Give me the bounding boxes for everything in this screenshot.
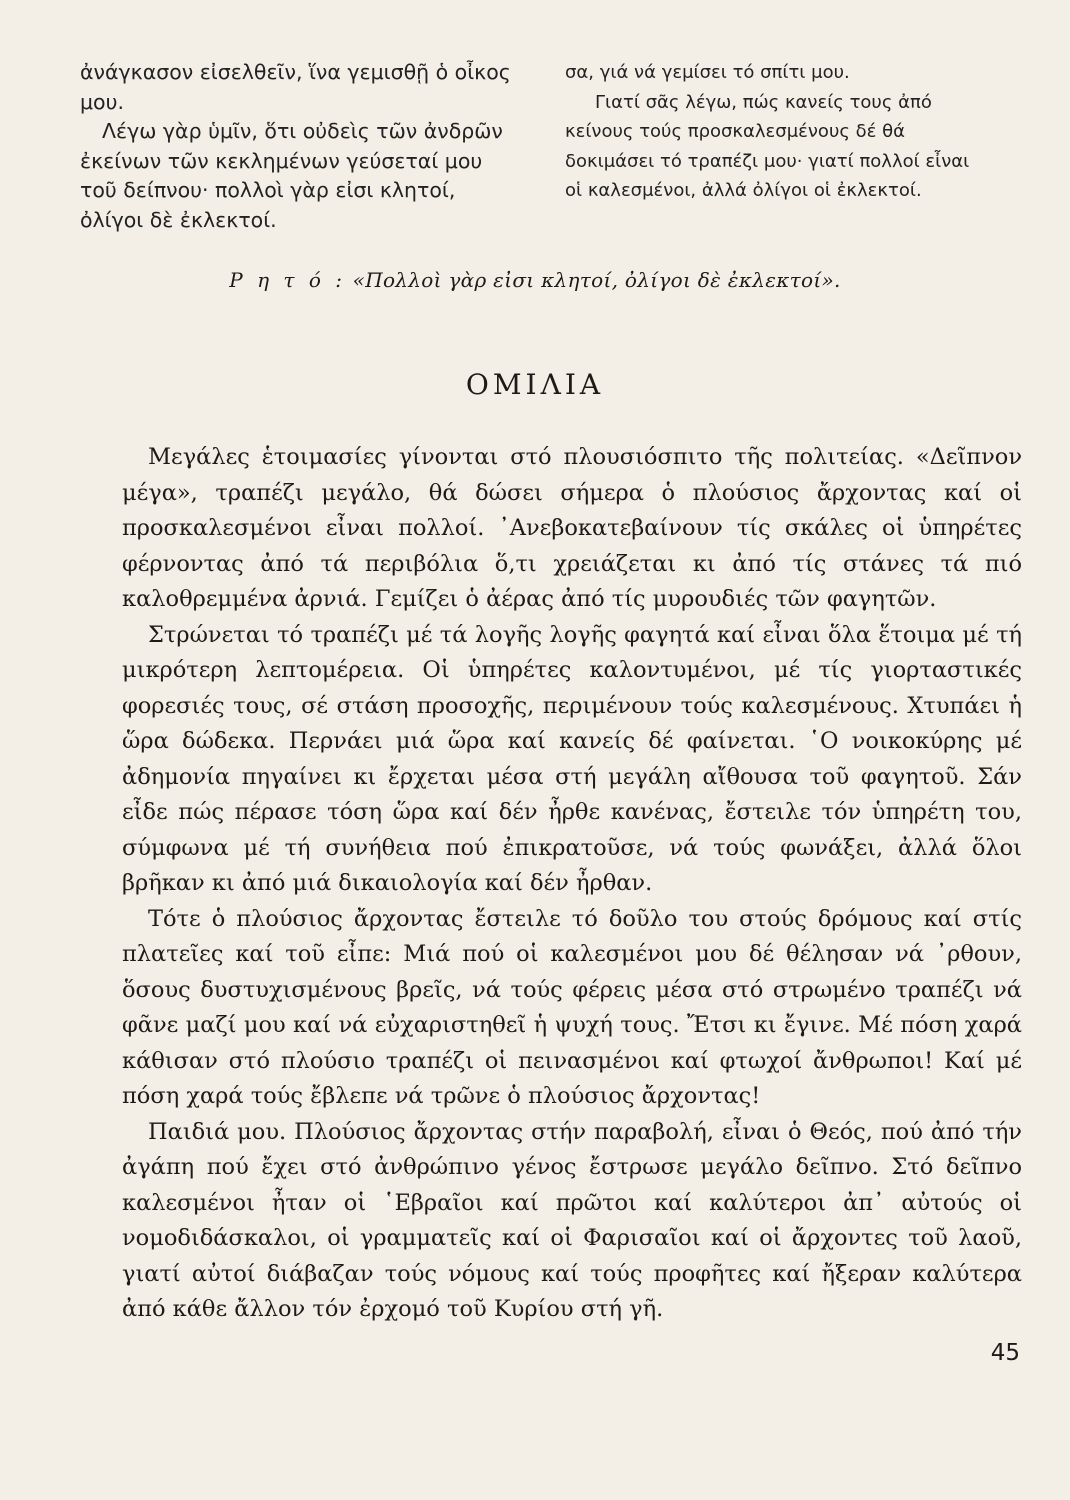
translation-verse-paragraph: Γιατί σᾶς λέγω, πώς κανείς τους ἀπό κείνους τούς προσκαλεσμένους δέ θά δοκιμάσει τό τραπέζι μου· γιατί πολλοί εἶναι οἱ καλεσμένοι, ἀλλά ὀλίγοι οἱ ἐκλεκτοί. [565, 91, 970, 201]
ancient-verse-line: ἀνάγκασον εἰσελθεῖν, ἵνα γεμισθῇ ὁ οἶκος μου. [80, 60, 511, 114]
ancient-verse-paragraph: Λέγω γὰρ ὑμῖν, ὅτι οὐδεὶς τῶν ἀνδρῶν ἐκείνων τῶν κεκλημένων γεύσεταί μου τοῦ δείπνου· πολλοὶ γὰρ εἰσι κλητοί, ὀλίγοι δὲ ἐκλεκτοί. [80, 119, 503, 232]
translation-column [565, 58, 985, 206]
section-title: ΟΜΙΛΙΑ [465, 368, 605, 401]
homily-body [122, 440, 1022, 1328]
homily-paragraph: Στρώνεται τό τραπέζι μέ τά λογῆς λογῆς φαγητά καί εἶναι ὅλα ἕτοιμα μέ τή μικρότερη λεπτομέρεια. Οἱ ὑπηρέτες καλοντυμένοι, μέ τίς γιορταστικές φορεσιές τους, σέ στάση προσοχῆς, περιμένουν τούς καλεσμένους. Χτυπάει ἡ ὥρα δώδεκα. Περνάει μιά ὥρα καί κανείς δέ φαίνεται. ῾Ο νοικοκύρης μέ ἀδημονία πηγαίνει κι ἔρχεται μέσα στή μεγάλη αἴθουσα τοῦ φαγητοῦ. Σάν εἶδε πώς πέρασε τόση ὥρα καί δέν ἦρθε κανένας, ἔστειλε τόν ὑπηρέτη του, σύμφωνα μέ τή συνήθεια πού ἐπικρατοῦσε, νά τούς φωνάξει, ἀλλά ὅλοι βρῆκαν κι ἀπό μιά δικαιολογία καί δέν ἦρθαν. [122, 621, 1022, 896]
key-verse [0, 268, 1070, 292]
homily-paragraph: Μεγάλες ἑτοιμασίες γίνονται στό πλουσιόσπιτο τῆς πολιτείας. «Δεῖπνον μέγα», τραπέζι μεγάλο, θά δώσει σήμερα ὁ πλούσιος ἄρχοντας καί οἱ προσκαλεσμένοι εἶναι πολλοί. ᾿Ανεβοκατεβαίνουν τίς σκάλες οἱ ὑπηρέτες φέρνοντας ἀπό τά περιβόλια ὅ,τι χρειάζεται κι ἀπό τίς στάνες τά πιό καλοθρεμμένα ἀρνιά. Γεμίζει ὁ ἀέρας ἀπό τίς μυρουδιές τῶν φαγητῶν. [122, 444, 1022, 612]
homily-paragraph: Παιδιά μου. Πλούσιος ἄρχοντας στήν παραβολή, εἶναι ὁ Θεός, πού ἀπό τήν ἀγάπη πού ἔχει στό ἀνθρώπινο γένος ἔστρωσε μεγάλο δεῖπνο. Στό δεῖπνο καλεσμένοι ἦταν οἱ ῾Εβραῖοι καί πρῶτοι καί καλύτεροι ἀπ᾽ αὐτούς οἱ νομοδιδάσκαλοι, οἱ γραμματεῖς καί οἱ Φαρισαῖοι καί οἱ ἄρχοντες τοῦ λαοῦ, γιατί αὐτοί διάβαζαν τούς νόμους καί τούς προφῆτες καί ἤξεραν καλύτερα ἀπό κάθε ἄλλον τόν ἐρχομό τοῦ Κυρίου στή γῆ. [122, 1118, 1022, 1322]
key-verse-label: Ρ η τ ό : [229, 268, 346, 292]
key-verse-quote: «Πολλοὶ γὰρ εἰσι κλητοί, ὀλίγοι δὲ ἐκλεκτοί». [352, 268, 841, 292]
page-number: 45 [990, 1340, 1020, 1366]
homily-paragraph: Τότε ὁ πλούσιος ἄρχοντας ἔστειλε τό δοῦλο του στούς δρόμους καί στίς πλατεῖες καί τοῦ εἶπε: Μιά πού οἱ καλεσμένοι μου δέ θέλησαν νά ᾽ρθουν, ὅσους δυστυχισμένους βρεῖς, νά τούς φέρεις μέσα στό στρωμένο τραπέζι νά φᾶνε μαζί μου καί νά εὐχαριστηθεῖ ἡ ψυχή τους. Ἔτσι κι ἔγινε. Μέ πόση χαρά κάθισαν στό πλούσιο τραπέζι οἱ πεινασμένοι καί φτωχοί ἄνθρωποι! Καί μέ πόση χαρά τούς ἔβλεπε νά τρῶνε ὁ πλούσιος ἄρχοντας! [122, 905, 1022, 1109]
ancient-text-column [80, 58, 520, 235]
translation-verse-line: σα, γιά νά γεμίσει τό σπίτι μου. [565, 62, 850, 83]
